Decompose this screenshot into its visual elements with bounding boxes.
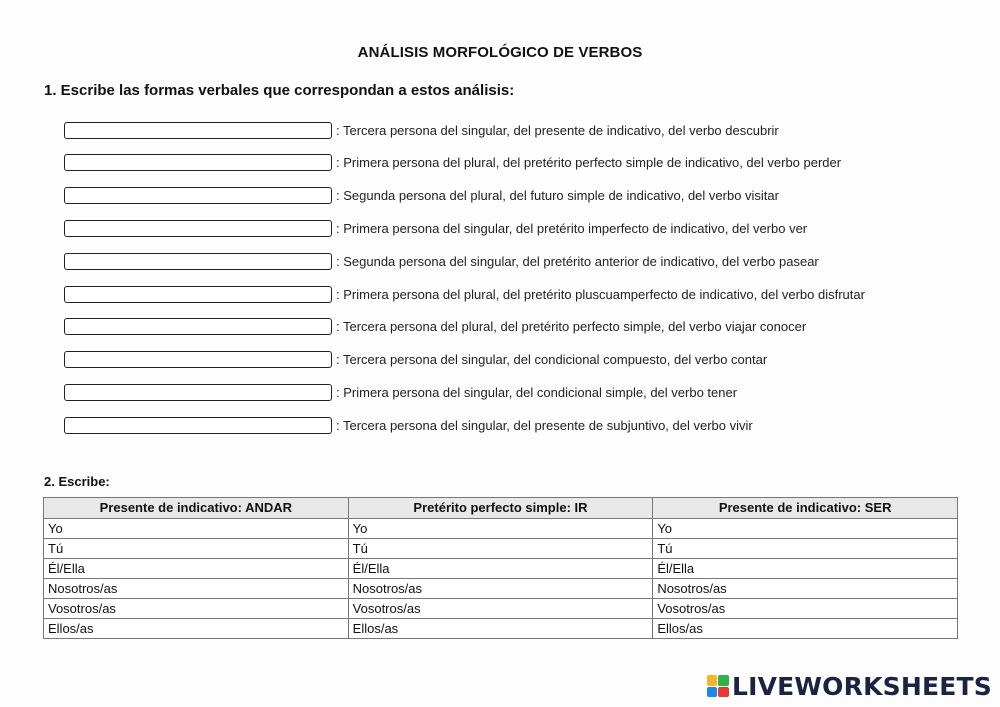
conjugation-cell[interactable]: Nosotros/as (348, 579, 653, 599)
table-row (44, 579, 958, 599)
answer-input[interactable] (64, 384, 332, 401)
answer-input[interactable] (64, 318, 332, 335)
answer-input[interactable] (64, 253, 332, 270)
conjugation-cell[interactable]: Vosotros/as (44, 599, 349, 619)
conjugation-cell[interactable]: Yo (348, 519, 653, 539)
conjugation-cell[interactable]: Tú (653, 539, 958, 559)
conjugation-cell[interactable]: Ellos/as (44, 619, 349, 639)
conjugation-cell[interactable]: Ellos/as (348, 619, 653, 639)
conjugation-cell[interactable]: Él/Ella (44, 559, 349, 579)
conjugation-cell[interactable]: Yo (653, 519, 958, 539)
exercise-item (64, 415, 753, 435)
exercise-item (64, 350, 767, 370)
exercise-item (64, 186, 779, 206)
conjugation-cell[interactable]: Yo (44, 519, 349, 539)
exercise-item (64, 317, 806, 337)
conjugation-cell[interactable]: Él/Ella (653, 559, 958, 579)
exercise-item (64, 153, 841, 173)
exercise-description: : Primera persona del singular, del pretérito imperfecto de indicativo, del verbo ver (336, 220, 808, 236)
exercise-description: : Primera persona del plural, del pretérito perfecto simple de indicativo, del verbo perder (336, 155, 842, 171)
conjugation-table (43, 497, 958, 639)
column-header-andar: Presente de indicativo: ANDAR (44, 498, 349, 519)
answer-input[interactable] (64, 154, 332, 171)
exercise-description: : Tercera persona del singular, del condicional compuesto, del verbo contar (336, 352, 768, 368)
table-row (44, 559, 958, 579)
answer-input[interactable] (64, 187, 332, 204)
brand-name: LIVEWORKSHEETS (731, 671, 992, 701)
conjugation-cell[interactable]: Nosotros/as (44, 579, 349, 599)
liveworksheets-brand (707, 672, 992, 700)
conjugation-table-body (44, 519, 958, 639)
table-row (44, 599, 958, 619)
exercise-description: : Primera persona del plural, del pretérito pluscuamperfecto de indicativo, del verbo disfrutar (336, 286, 865, 302)
section1-heading: 1. Escribe las formas verbales que correspondan a estos análisis: (44, 82, 515, 99)
conjugation-cell[interactable]: Él/Ella (348, 559, 653, 579)
conjugation-cell[interactable]: Nosotros/as (653, 579, 958, 599)
liveworksheets-logo-icon (707, 675, 729, 697)
conjugation-cell[interactable]: Ellos/as (653, 619, 958, 639)
exercise-description: : Primera persona del singular, del condicional simple, del verbo tener (336, 384, 738, 400)
answer-input[interactable] (64, 351, 332, 368)
answer-input[interactable] (64, 286, 332, 303)
conjugation-cell[interactable]: Tú (44, 539, 349, 559)
answer-input[interactable] (64, 417, 332, 434)
conjugation-cell[interactable]: Vosotros/as (653, 599, 958, 619)
table-row (44, 619, 958, 639)
section2-heading: 2. Escribe: (44, 474, 110, 489)
table-row (44, 519, 958, 539)
exercise-description: : Segunda persona del plural, del futuro simple de indicativo, del verbo visitar (336, 188, 779, 204)
column-header-ir: Pretérito perfecto simple: IR (348, 498, 653, 519)
exercise-item (64, 218, 807, 238)
exercise-description: : Tercera persona del plural, del pretérito perfecto simple, del verbo viajar conocer (336, 319, 807, 335)
exercise-description: : Tercera persona del singular, del presente de subjuntivo, del verbo vivir (336, 417, 753, 433)
exercise-item (64, 382, 737, 402)
exercise-item (64, 251, 819, 271)
worksheet-title: ANÁLISIS MORFOLÓGICO DE VERBOS (357, 44, 643, 61)
exercise-description: : Segunda persona del singular, del pretérito anterior de indicativo, del verbo pasear (336, 253, 819, 269)
table-header-row (44, 498, 958, 519)
conjugation-cell[interactable]: Vosotros/as (348, 599, 653, 619)
exercise-description: : Tercera persona del singular, del presente de indicativo, del verbo descubrir (336, 122, 779, 138)
column-header-ser: Presente de indicativo: SER (653, 498, 958, 519)
answer-input[interactable] (64, 122, 332, 139)
answer-input[interactable] (64, 220, 332, 237)
table-row (44, 539, 958, 559)
exercise-item (64, 284, 865, 304)
conjugation-cell[interactable]: Tú (348, 539, 653, 559)
exercise-item (64, 120, 779, 140)
